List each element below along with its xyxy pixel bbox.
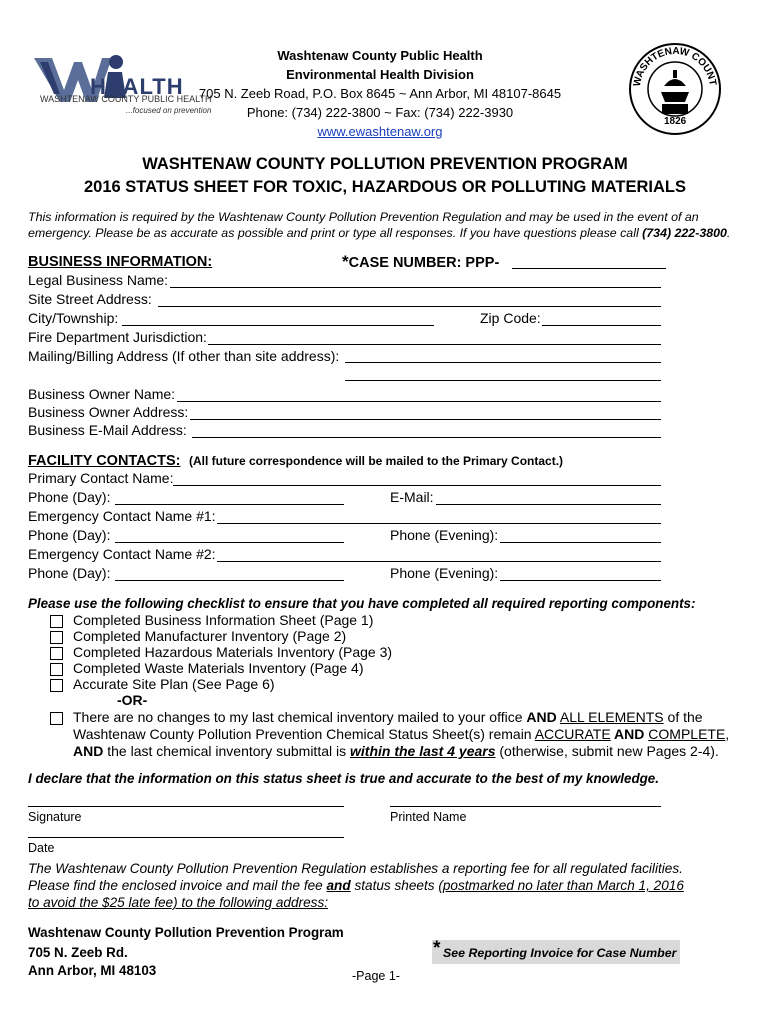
mailing-address-field-2[interactable] xyxy=(345,380,661,381)
checkbox-waste-inventory[interactable] xyxy=(50,663,63,676)
emergency-contact-2-field[interactable] xyxy=(217,561,661,562)
no-changes-line2 xyxy=(73,726,729,742)
signature-field[interactable] xyxy=(28,806,344,807)
emergency-contact-1-label: Emergency Contact Name #1: xyxy=(28,508,216,524)
no-changes-text-1: There are no changes to my last chemical inventory mailed to your office xyxy=(73,709,527,725)
legal-name-field[interactable] xyxy=(170,287,661,288)
signature-label: Signature xyxy=(28,810,82,824)
checklist-heading: Please use the following checklist to ensure that you have completed all required reporting components: xyxy=(28,596,696,611)
fee-postmark-deadline: (postmarked no later than March 1, 2016 xyxy=(438,878,684,893)
case-star: * xyxy=(342,252,349,271)
no-changes-text-1b: of the xyxy=(663,709,703,725)
legal-name-label: Legal Business Name: xyxy=(28,272,169,288)
no-changes-and-2: AND xyxy=(610,726,649,742)
fee-line2-text-b: status sheets xyxy=(350,878,439,893)
no-changes-line3 xyxy=(73,743,719,759)
owner-address-label: Business Owner Address: xyxy=(28,404,189,420)
emergency-contact-1-field[interactable] xyxy=(217,523,661,524)
intro-end: . xyxy=(726,226,731,240)
checklist-item-waste-inventory: Completed Waste Materials Inventory (Page 4) xyxy=(73,660,364,676)
seal-year: 1826 xyxy=(664,116,687,127)
no-changes-text-3b: (otherwise, submit new Pages 2-4). xyxy=(495,743,719,759)
no-changes-accurate: ACCURATE xyxy=(534,726,611,742)
no-changes-text-2: Washtenaw County Pollution Prevention Chemical Status Sheet(s) remain xyxy=(73,726,535,742)
phone-evening-field-2[interactable] xyxy=(500,580,661,581)
checklist-item-site-plan: Accurate Site Plan (See Page 6) xyxy=(73,676,275,692)
no-changes-and-1: AND xyxy=(526,709,557,725)
emergency-contact-2-label: Emergency Contact Name #2: xyxy=(28,546,216,562)
facility-contacts-heading-row xyxy=(28,452,563,470)
checklist-or: -OR- xyxy=(117,692,148,708)
facility-contacts-heading: FACILITY CONTACTS: xyxy=(28,453,181,469)
page-number: -Page 1- xyxy=(352,969,400,983)
phone-day-label-3: Phone (Day): xyxy=(28,565,111,581)
case-number-field[interactable] xyxy=(512,268,666,269)
form-title-line1: WASHTENAW COUNTY POLLUTION PREVENTION PROGRAM xyxy=(142,155,628,173)
case-number-label xyxy=(342,252,499,272)
fee-line2-text: Please find the enclosed invoice and mail the fee xyxy=(28,878,327,893)
business-email-label: Business E-Mail Address: xyxy=(28,422,187,438)
email-field[interactable] xyxy=(436,504,661,505)
fee-line1: The Washtenaw County Pollution Prevention Regulation establishes a reporting fee for all regulated facilities. xyxy=(28,861,683,876)
logo-tagline: ...focused on prevention xyxy=(126,106,212,115)
svg-text:WASHTENAW COUNTY MICHIGAN: WASHTENAW COUNT xyxy=(631,45,718,88)
city-field[interactable] xyxy=(122,325,434,326)
fire-dept-field[interactable] xyxy=(208,344,661,345)
mailing-address-label: Mailing/Billing Address (If other than site address): xyxy=(28,348,340,364)
city-label: City/Township: xyxy=(28,310,119,326)
mailing-address-line1: Washtenaw County Pollution Prevention Program xyxy=(28,925,344,940)
org-name: Washtenaw County Public Health xyxy=(277,48,483,63)
intro-phone: (734) 222-3800 xyxy=(642,226,727,240)
no-changes-complete: COMPLETE xyxy=(648,726,726,742)
site-address-field[interactable] xyxy=(158,306,661,307)
phone-day-label-1: Phone (Day): xyxy=(28,489,111,505)
site-address-label: Site Street Address: xyxy=(28,291,152,307)
mailing-address-field[interactable] xyxy=(345,362,661,363)
org-phone: Phone: (734) 222-3800 ~ Fax: (734) 222-3930 xyxy=(246,105,514,120)
fee-line2 xyxy=(28,878,684,893)
logo-org-name: WASHTENAW COUNTY PUBLIC HEALTH xyxy=(40,94,212,104)
no-changes-and-3: AND xyxy=(73,743,104,759)
owner-name-label: Business Owner Name: xyxy=(28,386,176,402)
owner-address-field[interactable] xyxy=(190,419,661,420)
printed-name-field[interactable] xyxy=(390,806,661,807)
checkbox-no-changes[interactable] xyxy=(50,712,63,725)
county-seal xyxy=(628,42,722,136)
business-email-field[interactable] xyxy=(192,437,661,438)
org-address: 705 N. Zeeb Road, P.O. Box 8645 ~ Ann Arbor, MI 48107-8645 xyxy=(198,86,562,101)
no-changes-line1 xyxy=(73,709,703,725)
owner-name-field[interactable] xyxy=(177,401,661,402)
checkbox-business-info[interactable] xyxy=(50,615,63,628)
header-contact-block xyxy=(190,46,570,141)
checklist-item-business-info: Completed Business Information Sheet (Page 1) xyxy=(73,612,374,628)
case-number-text: CASE NUMBER: PPP- xyxy=(348,255,500,271)
mailing-address-line3: Ann Arbor, MI 48103 xyxy=(28,963,157,978)
business-info-heading: BUSINESS INFORMATION: xyxy=(28,254,213,270)
invoice-note-star: * xyxy=(433,938,441,959)
intro-line2 xyxy=(28,226,730,240)
division-name: Environmental Health Division xyxy=(286,67,474,82)
facility-contacts-note: (All future correspondence will be mailed to the Primary Contact.) xyxy=(188,454,564,468)
phone-evening-label-2: Phone (Evening): xyxy=(390,565,499,581)
primary-contact-label: Primary Contact Name: xyxy=(28,470,174,486)
phone-day-label-2: Phone (Day): xyxy=(28,527,111,543)
phone-day-field-3[interactable] xyxy=(115,580,344,581)
zip-field[interactable] xyxy=(542,325,661,326)
website-link[interactable]: www.ewashtenaw.org xyxy=(317,124,443,139)
phone-evening-field-1[interactable] xyxy=(500,542,661,543)
checkbox-hazardous-inventory[interactable] xyxy=(50,647,63,660)
invoice-note: See Reporting Invoice for Case Number xyxy=(443,946,677,960)
email-label: E-Mail: xyxy=(390,489,434,505)
no-changes-text-2b: , xyxy=(725,726,730,742)
logo-word: HEALTH xyxy=(90,74,184,99)
fee-line2-and: and xyxy=(326,878,351,893)
checkbox-manufacturer-inventory[interactable] xyxy=(50,631,63,644)
checklist-item-hazardous-inventory: Completed Hazardous Materials Inventory (Page 3) xyxy=(73,644,393,660)
primary-contact-field[interactable] xyxy=(173,485,661,486)
printed-name-label: Printed Name xyxy=(390,810,467,824)
fee-line3: to avoid the $25 late fee) to the following address: xyxy=(28,895,329,910)
form-title-line2: 2016 STATUS SHEET FOR TOXIC, HAZARDOUS OR POLLUTING MATERIALS xyxy=(84,178,686,196)
phone-evening-label-1: Phone (Evening): xyxy=(390,527,499,543)
checklist-item-manufacturer-inventory: Completed Manufacturer Inventory (Page 2) xyxy=(73,628,347,644)
no-changes-all-elements: ALL ELEMENTS xyxy=(559,709,664,725)
phone-day-field-2[interactable] xyxy=(115,542,344,543)
no-changes-text-3: the last chemical inventory submittal is xyxy=(103,743,350,759)
date-field[interactable] xyxy=(28,837,344,838)
checkbox-site-plan[interactable] xyxy=(50,679,63,692)
phone-day-field-1[interactable] xyxy=(115,504,344,505)
no-changes-within-4-years: within the last 4 years xyxy=(350,743,496,759)
date-label: Date xyxy=(28,841,55,855)
declaration-text: I declare that the information on this status sheet is true and accurate to the best of my knowledge. xyxy=(28,771,659,786)
fire-dept-label: Fire Department Jurisdiction: xyxy=(28,329,207,345)
mailing-address-line2: 705 N. Zeeb Rd. xyxy=(28,945,128,960)
county-health-logo xyxy=(30,50,210,122)
intro-line2-text: emergency. Please be as accurate as possible and print or type all responses. If you have questions please call xyxy=(28,226,643,240)
intro-line1: This information is required by the Washtenaw County Pollution Prevention Regulation and may be used in the event of an xyxy=(28,210,699,224)
zip-label: Zip Code: xyxy=(480,310,541,326)
